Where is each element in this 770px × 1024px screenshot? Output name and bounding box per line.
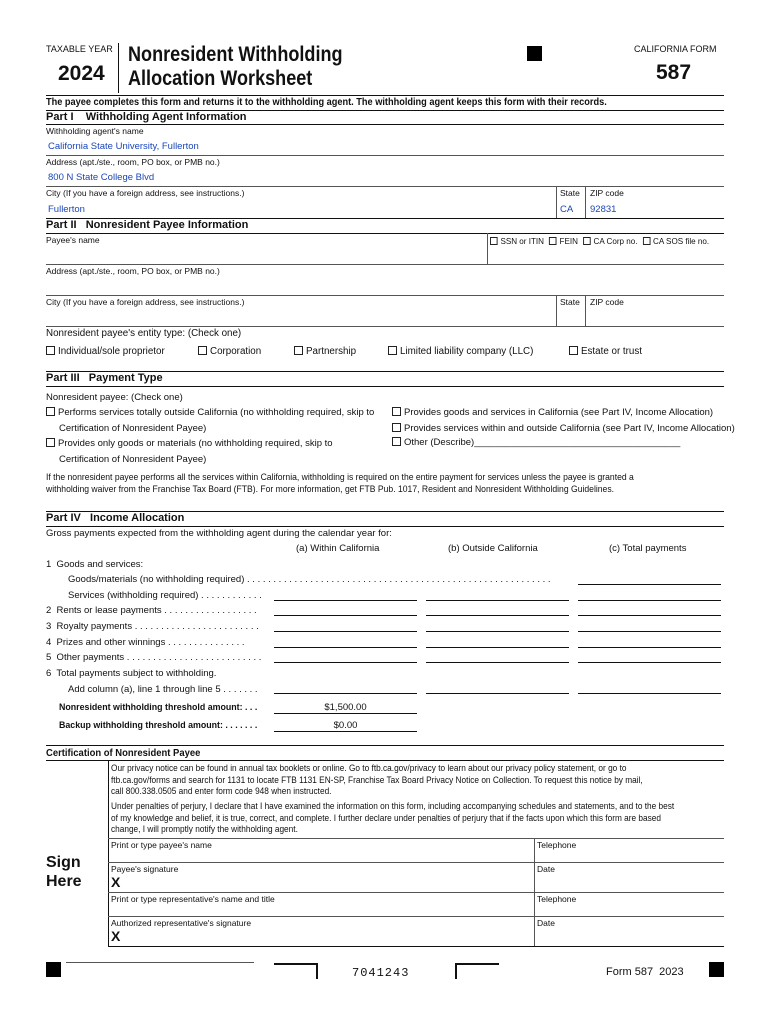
fein-label: FEIN bbox=[559, 236, 578, 246]
footer-registration-mark-right bbox=[709, 962, 724, 977]
form-title-line1: Nonresident Withholding bbox=[128, 43, 343, 66]
goods-only-label: Provides only goods or materials (no withholding required, skip to bbox=[58, 438, 333, 449]
payee-telephone-label: Telephone bbox=[537, 840, 577, 850]
opt-services-outside[interactable] bbox=[46, 407, 374, 419]
payee-signature-x: X bbox=[111, 874, 121, 890]
col-b-header: (b) Outside California bbox=[448, 543, 538, 554]
corporation-label: Corporation bbox=[210, 346, 262, 357]
individual-checkbox[interactable] bbox=[46, 346, 55, 355]
ca-corp-checkbox[interactable] bbox=[583, 237, 591, 245]
ca-corp-label: CA Corp no. bbox=[593, 236, 638, 246]
line4-col-a[interactable] bbox=[274, 647, 417, 648]
payee-check-label: Nonresident payee: (Check one) bbox=[46, 392, 183, 403]
payee-telephone-field[interactable] bbox=[536, 851, 722, 861]
rep-signature-label: Authorized representative's signature bbox=[111, 918, 252, 928]
taxable-year-label: TAXABLE YEAR bbox=[46, 44, 113, 54]
payee-state-label: State bbox=[560, 297, 580, 307]
privacy-notice bbox=[111, 763, 643, 798]
rep-telephone-label: Telephone bbox=[537, 894, 577, 904]
waiver-note-line1: If the nonresident payee performs all the services within California, withholding is required on the entire payment for services unless the payee is granted a bbox=[46, 472, 634, 483]
line1b-col-b[interactable] bbox=[426, 600, 569, 601]
privacy-line3: call 800.338.0505 and enter form code 948 when instructed. bbox=[111, 786, 332, 796]
line3-label: 3 Royalty payments . . . . . . . . . . . . . . . . . . . . . . . . bbox=[46, 621, 259, 632]
part4-title: Part IV Income Allocation bbox=[46, 512, 185, 524]
form-number: 587 bbox=[656, 61, 692, 84]
footer-bracket-left bbox=[274, 963, 318, 979]
line5-col-a[interactable] bbox=[274, 662, 417, 663]
services-outside-label: Performs services totally outside California (no withholding required, skip to bbox=[58, 407, 375, 418]
print-payee-name-field[interactable] bbox=[110, 851, 532, 861]
footer-bracket-right bbox=[455, 963, 499, 979]
corporation-checkbox[interactable] bbox=[198, 346, 207, 355]
payee-zip-label: ZIP code bbox=[590, 297, 624, 307]
line6-col-b[interactable] bbox=[426, 693, 569, 694]
backup-threshold-label: Backup withholding threshold amount: . . . . . . . bbox=[59, 720, 258, 731]
line5-label: 5 Other payments . . . . . . . . . . . . . . . . . . . . . . . . . . bbox=[46, 652, 262, 663]
goods-services-ca-label: Provides goods and services in California (see Part IV, Income Allocation) bbox=[404, 407, 714, 418]
col-a-header: (a) Within California bbox=[296, 543, 380, 554]
perjury-line2: of my knowledge and belief, it is true, correct, and complete. I further declare under penalties of perjury that if the facts upon which this form are based bbox=[111, 812, 662, 823]
privacy-line1: Our privacy notice can be found in annual tax booklets or online. Go to ftb.ca.gov/privacy to learn about our privacy policy statement, or go to bbox=[111, 763, 627, 773]
line6-label: 6 Total payments subject to withholding. bbox=[46, 668, 217, 679]
line4-label: 4 Prizes and other winnings . . . . . . . . . . . . . . . bbox=[46, 637, 245, 648]
certification-title: Certification of Nonresident Payee bbox=[46, 747, 201, 759]
rep-date-label: Date bbox=[537, 918, 555, 928]
llc-label: Limited liability company (LLC) bbox=[400, 346, 534, 357]
part1-title: Part I Withholding Agent Information bbox=[46, 111, 247, 123]
payee-signature-label: Payee's signature bbox=[111, 864, 179, 874]
col-c-header: (c) Total payments bbox=[609, 543, 687, 554]
partnership-checkbox[interactable] bbox=[294, 346, 303, 355]
entity-corporation[interactable] bbox=[198, 346, 261, 357]
individual-label: Individual/sole proprietor bbox=[58, 346, 165, 357]
sign-label: Sign bbox=[46, 854, 81, 871]
footer-registration-mark-left bbox=[46, 962, 61, 977]
line5-col-b[interactable] bbox=[426, 662, 569, 663]
taxable-year: 2024 bbox=[58, 62, 105, 85]
payee-date-label: Date bbox=[537, 864, 555, 874]
payee-name-label: Payee's name bbox=[46, 235, 100, 245]
payee-name-field[interactable] bbox=[46, 246, 486, 263]
payee-address-label: Address (apt./ste., room, PO box, or PMB no.) bbox=[46, 266, 220, 276]
opt-goods-services-ca[interactable] bbox=[392, 407, 713, 419]
llc-checkbox[interactable] bbox=[388, 346, 397, 355]
other-label: Other (Describe)_______________________________________ bbox=[404, 437, 681, 448]
rep-telephone-field[interactable] bbox=[536, 905, 722, 915]
agent-city-field[interactable]: Fullerton bbox=[48, 204, 85, 215]
services-within-outside-label: Provides services within and outside California (see Part IV, Income Allocation) bbox=[404, 423, 735, 434]
opt-other[interactable] bbox=[392, 437, 680, 449]
ssn-checkbox[interactable] bbox=[490, 237, 498, 245]
perjury-line1: Under penalties of perjury, I declare that I have examined the information on this form, including accompanying schedules and statements, and to the best bbox=[111, 801, 675, 811]
goods-only-checkbox[interactable] bbox=[46, 438, 55, 447]
partnership-label: Partnership bbox=[306, 346, 357, 357]
payee-id-type-group bbox=[490, 236, 709, 246]
entity-individual[interactable] bbox=[46, 346, 165, 357]
california-form-label: CALIFORNIA FORM bbox=[634, 44, 717, 54]
nonresident-threshold-label: Nonresident withholding threshold amount: . . . bbox=[59, 702, 258, 713]
agent-zip-label: ZIP code bbox=[590, 188, 624, 198]
agent-zip-field[interactable]: 92831 bbox=[590, 204, 617, 215]
payee-signature-field[interactable] bbox=[125, 875, 532, 889]
agent-city-label: City (If you have a foreign address, see instructions.) bbox=[46, 188, 245, 198]
entity-llc[interactable] bbox=[388, 346, 533, 357]
here-label: Here bbox=[46, 873, 82, 890]
payee-instruction: The payee completes this form and returns it to the withholding agent. The withholding agent keeps this form with their records. bbox=[46, 97, 607, 108]
perjury-statement bbox=[111, 801, 674, 836]
ssn-label: SSN or ITIN bbox=[500, 236, 544, 246]
form-title-line2: Allocation Worksheet bbox=[128, 67, 313, 90]
payee-city-label: City (If you have a foreign address, see instructions.) bbox=[46, 297, 245, 307]
agent-address-field[interactable]: 800 N State College Blvd bbox=[48, 172, 155, 183]
line3-col-c[interactable] bbox=[578, 631, 721, 632]
entity-type-label: Nonresident payee's entity type: (Check one) bbox=[46, 328, 242, 339]
waiver-note-line2: withholding waiver from the Franchise Tax Board (FTB). For more information, get FTB Pub. 1017, Resident and Nonresident Withholding Guidelines. bbox=[46, 484, 615, 495]
line3-col-b[interactable] bbox=[426, 631, 569, 632]
payee-date-field[interactable] bbox=[536, 875, 722, 889]
opt-services-outside-line2: Certification of Nonresident Payee) bbox=[59, 423, 207, 434]
line1-label: 1 Goods and services: bbox=[46, 559, 144, 570]
payee-address-field[interactable] bbox=[46, 277, 724, 294]
privacy-line2: ftb.ca.gov/forms and search for 1131 to locate FTB 1131 EN-SP, Franchise Tax Board Privacy Notice on Collection. To request this notice by mail, bbox=[111, 774, 643, 785]
line2-col-a[interactable] bbox=[274, 615, 417, 616]
registration-mark bbox=[527, 46, 542, 61]
print-rep-name-field[interactable] bbox=[110, 905, 532, 915]
perjury-line3: change, I will promptly notify the withholding agent. bbox=[111, 824, 298, 834]
line6-col-c[interactable] bbox=[578, 693, 721, 694]
entity-estate[interactable] bbox=[569, 346, 642, 357]
rep-signature-field[interactable] bbox=[125, 929, 532, 943]
line1b-col-c[interactable] bbox=[578, 600, 721, 601]
services-outside-checkbox[interactable] bbox=[46, 407, 55, 416]
part3-title: Part III Payment Type bbox=[46, 372, 163, 384]
backup-threshold-value: $0.00 bbox=[333, 720, 358, 731]
fein-checkbox[interactable] bbox=[549, 237, 557, 245]
agent-state-label: State bbox=[560, 188, 580, 198]
agent-state-field[interactable]: CA bbox=[560, 204, 574, 215]
line4-col-c[interactable] bbox=[578, 647, 721, 648]
services-within-outside-checkbox[interactable] bbox=[392, 423, 401, 432]
print-payee-name-label: Print or type payee's name bbox=[111, 840, 212, 850]
ca-sos-label: CA SOS file no. bbox=[653, 236, 710, 246]
part4-intro: Gross payments expected from the withholding agent during the calendar year for: bbox=[46, 528, 392, 539]
print-rep-name-label: Print or type representative's name and title bbox=[111, 894, 275, 904]
footer-form-code: 7041243 bbox=[352, 966, 410, 980]
ca-sos-checkbox[interactable] bbox=[643, 237, 651, 245]
line1a-col-c[interactable] bbox=[578, 584, 721, 585]
rep-signature-x: X bbox=[111, 928, 121, 944]
agent-address-label: Address (apt./ste., room, PO box, or PMB no.) bbox=[46, 157, 220, 167]
line1b-col-a[interactable] bbox=[274, 600, 417, 601]
line4-col-b[interactable] bbox=[426, 647, 569, 648]
opt-services-within-outside[interactable] bbox=[392, 423, 735, 435]
nonresident-threshold-value: $1,500.00 bbox=[324, 702, 367, 713]
rep-date-field[interactable] bbox=[536, 929, 722, 943]
estate-checkbox[interactable] bbox=[569, 346, 578, 355]
line2-label: 2 Rents or lease payments . . . . . . . . . . . . . . . . . . bbox=[46, 605, 257, 616]
line5-col-c[interactable] bbox=[578, 662, 721, 663]
entity-partnership[interactable] bbox=[294, 346, 356, 357]
line6-sublabel: Add column (a), line 1 through line 5 . . . . . . . bbox=[68, 684, 258, 695]
other-checkbox[interactable] bbox=[392, 437, 401, 446]
payee-city-field[interactable] bbox=[46, 308, 554, 325]
estate-label: Estate or trust bbox=[581, 346, 642, 357]
line6-col-a[interactable] bbox=[274, 693, 417, 694]
line3-col-a[interactable] bbox=[274, 631, 417, 632]
goods-services-ca-checkbox[interactable] bbox=[392, 407, 401, 416]
agent-name-label: Withholding agent's name bbox=[46, 126, 144, 136]
line2-col-c[interactable] bbox=[578, 615, 721, 616]
line2-col-b[interactable] bbox=[426, 615, 569, 616]
opt-goods-only-line2: Certification of Nonresident Payee) bbox=[59, 454, 207, 465]
line1b-label: Services (withholding required) . . . . . . . . . . . . bbox=[68, 590, 262, 601]
opt-goods-only[interactable] bbox=[46, 438, 333, 450]
footer-form-label: Form 587 2023 bbox=[606, 966, 684, 978]
agent-name-field[interactable]: California State University, Fullerton bbox=[48, 141, 199, 152]
line1a-label: Goods/materials (no withholding required) . . . . . . . . . . . . . . . . . . . . . . . . . . . . . . . . . . . . . . . . . . . . . . . . . . . . . . . . . . bbox=[68, 574, 551, 585]
part2-title: Part II Nonresident Payee Information bbox=[46, 219, 249, 231]
